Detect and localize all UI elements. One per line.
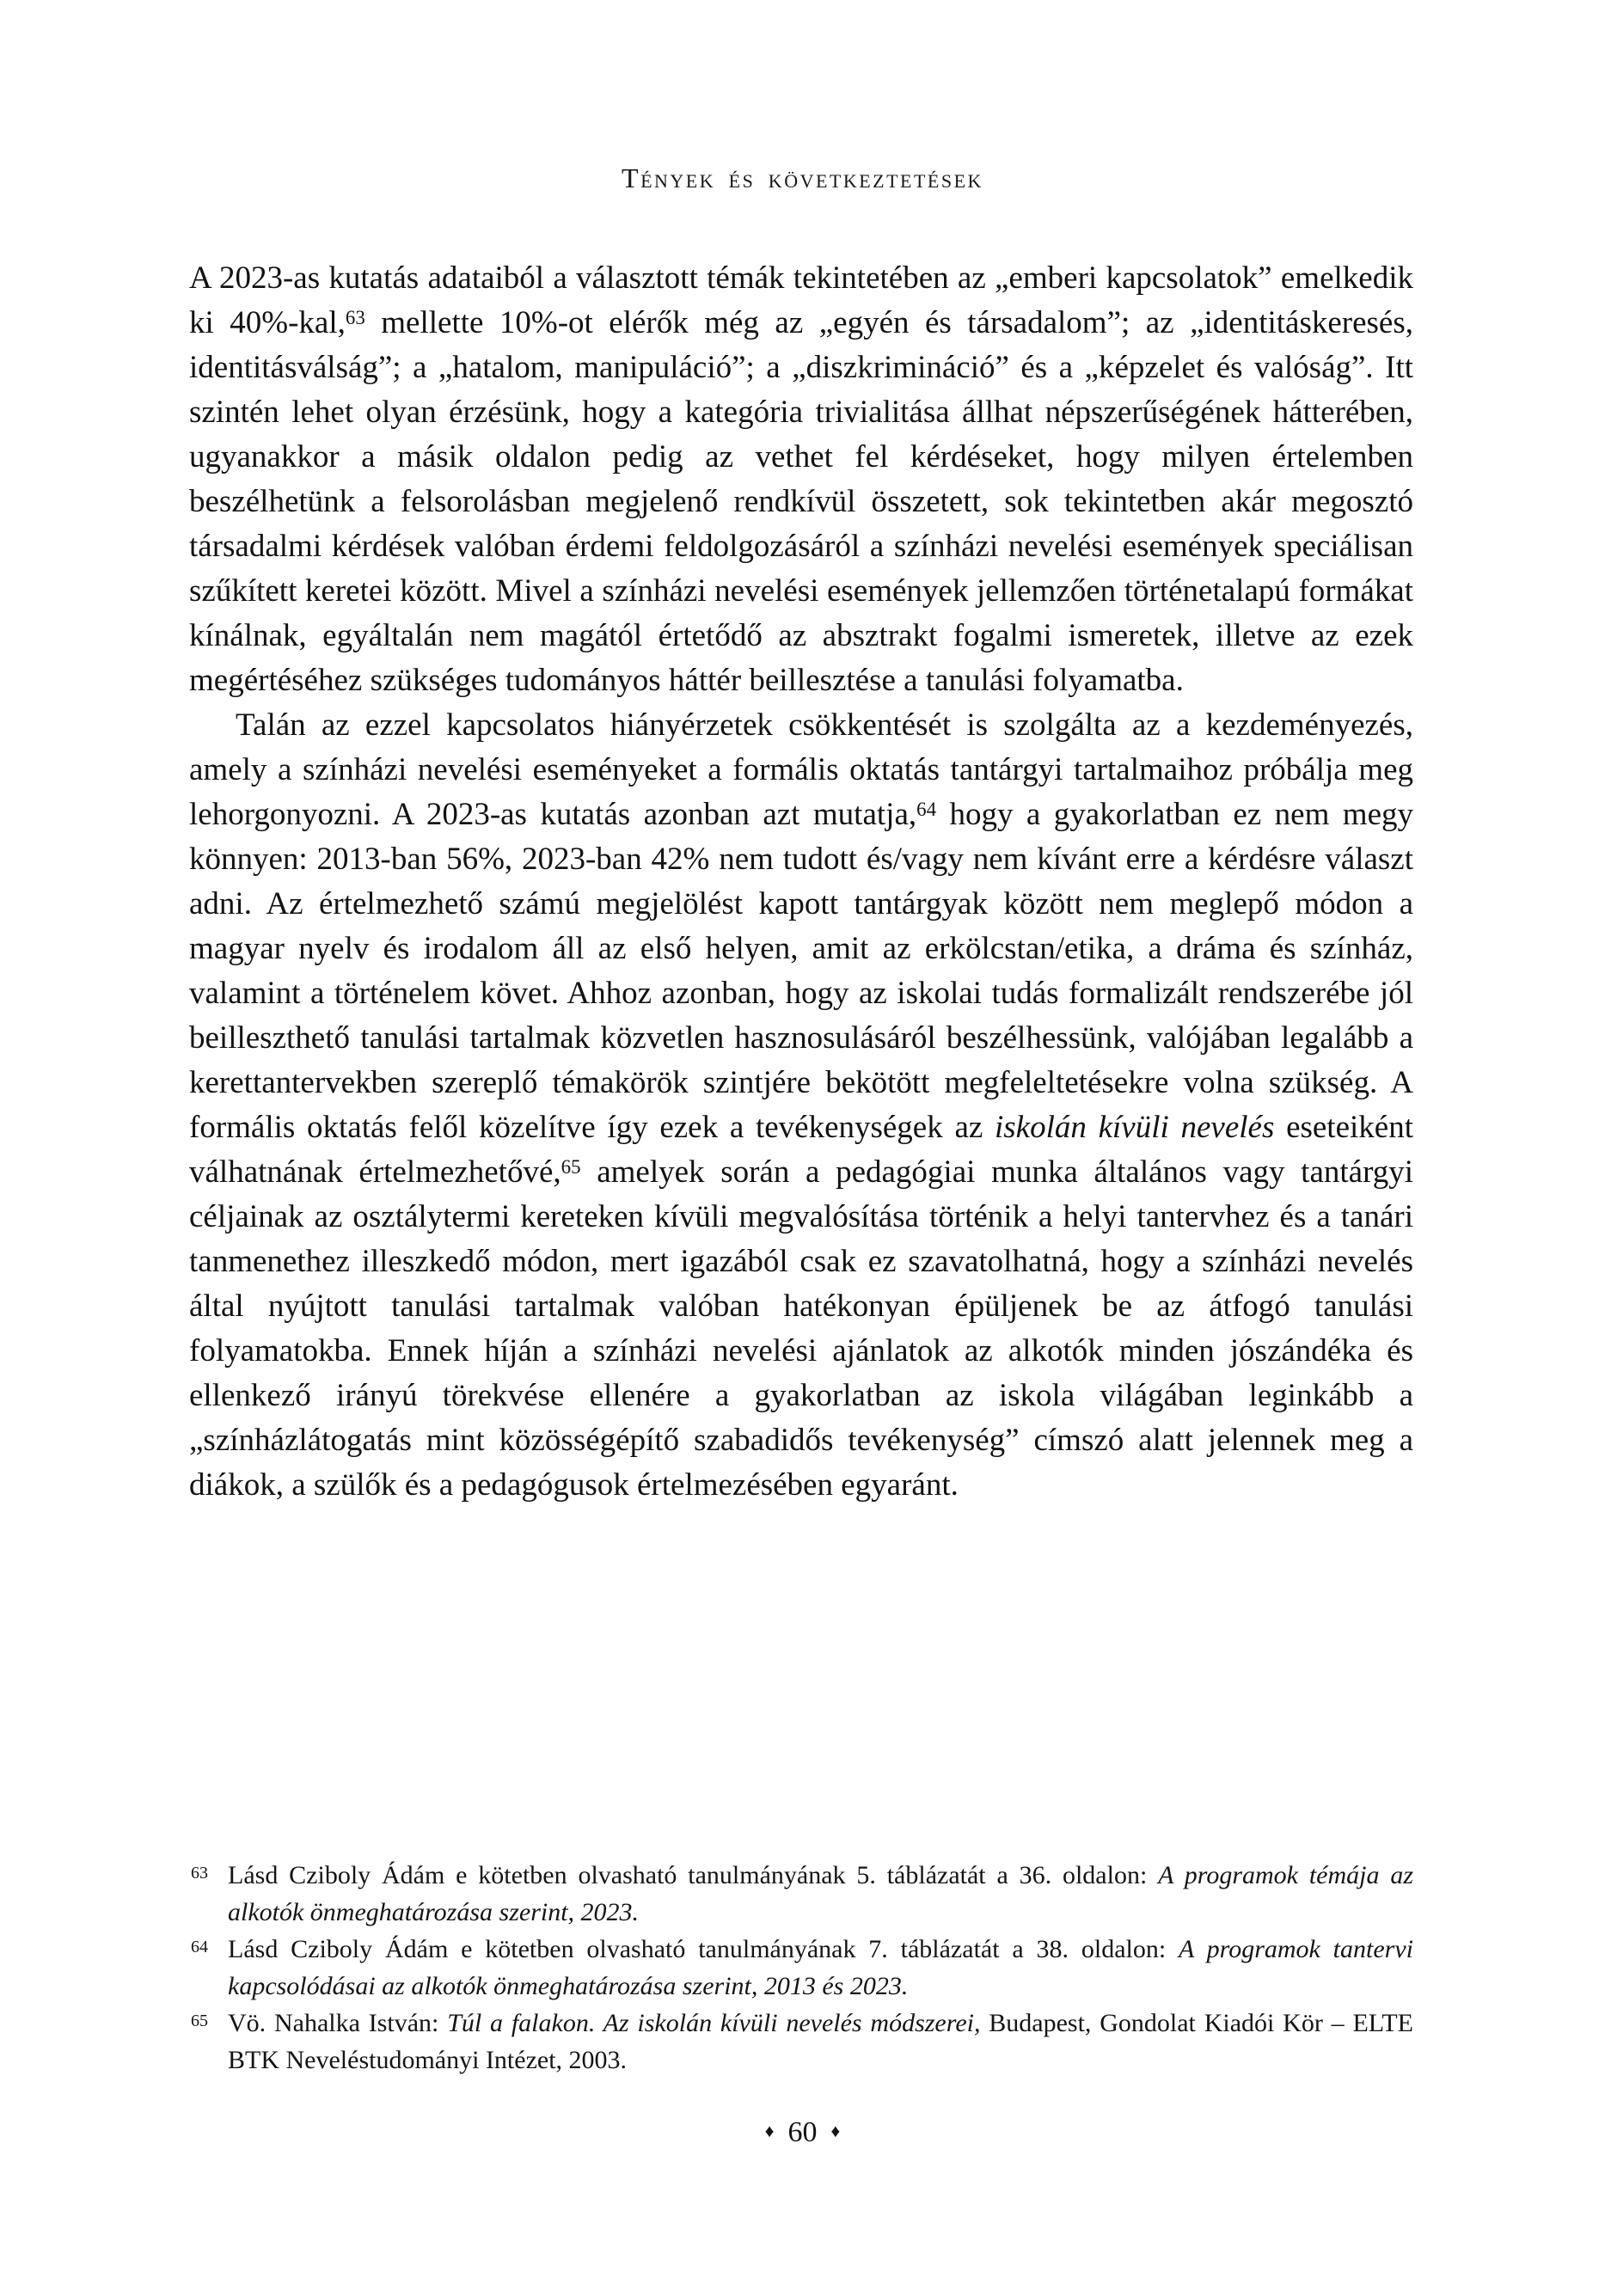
page-number-value: 60: [787, 2116, 818, 2148]
paragraph-2: [189, 703, 1413, 1508]
text-segment: eseteiként válhatnának értelmezhetővé,: [189, 1110, 1413, 1190]
body-text: [189, 256, 1413, 1508]
footnote-text: [228, 1861, 1413, 1926]
text-segment: mellette 10%-ot elérők még az „egyén és társadalom”; az „identitáskeresés, identitásválság”; a „hatalom, manipuláció”; a „diszkrimináció” és a „képzelet és valóság”. Itt szintén lehet olyan érzésünk, hogy a kategória trivialitása állhat népszerűségének hátterében, ugyanakkor a másik oldalon pedig az vethet fel kérdéseket, hogy milyen értelemben beszélhetünk a felsorolásban megjelenő rendkívül összetett, sok tekintetben akár megosztó társadalmi kérdések valóban érdemi feldolgozásáról a színházi nevelési események speciálisan szűkített keretei között. Mivel a színházi nevelési események jellemzően történetalapú formákat kínálnak, egyáltalán nem magától értetődő az absztrakt fogalmi ismeretek, illetve az ezek megértéséhez szükséges tudományos háttér beillesztése a tanulási folyamatba.: [189, 305, 1414, 698]
folio-ornament-right-icon: ♦: [830, 2121, 841, 2141]
text-segment: A 2023-as kutatás adataiból a választott témák tekintetében az „emberi kapcsolatok” emelkedik ki 40%-kal,: [189, 260, 1413, 340]
text-segment: Budapest, Gondolat Kiadói Kör – ELTE BTK Neveléstudományi Intézet, 2003.: [228, 2009, 1413, 2074]
page-number: [0, 2118, 1605, 2147]
text-segment: amelyek során a pedagógiai munka általános vagy tantárgyi céljainak az osztálytermi kereteken kívüli megvalósítása történik a helyi tantervhez és a tanári tanmenethez illeszkedő módon, mert igazából csak ez szavatolhatná, hogy a színházi nevelés által nyújtott tanulási tartalmak valóban hatékonyan épüljenek be az átfogó tanulási folyamatokba. Ennek híján a színházi nevelési ajánlatok az alkotók minden jószándéka és ellenkező irányú törekvése ellenére a gyakorlatban az iskola világában leginkább a „színházlátogatás mint közösségépítő szabadidős tevékenység” címszó alatt jelennek meg a diákok, a szülők és a pedagógusok értelmezésében egyaránt.: [189, 1154, 1413, 1503]
footnote-marker: 64: [191, 1938, 208, 1956]
footnotes: [189, 1857, 1413, 2079]
text-segment: Túl a falakon. Az iskolán kívüli nevelés módszerei,: [447, 2009, 981, 2037]
footnote-65: [189, 2005, 1413, 2079]
text-segment: Lásd Cziboly Ádám e kötetben olvasható tanulmányának 7. táblázatát a 38. oldalon:: [228, 1935, 1179, 1963]
footnote-marker: 65: [191, 2011, 208, 2030]
footnote-reference: 64: [916, 799, 937, 821]
folio-ornament-left-icon: ♦: [764, 2121, 775, 2141]
running-head: Tények és következtetések: [622, 162, 983, 193]
footnote-63: [189, 1857, 1413, 1931]
text-segment: Vö. Nahalka István:: [228, 2009, 448, 2037]
text-segment: A programok tantervi kapcsolódásai az alkotók önmeghatározása szerint, 2013 és 2023.: [228, 1935, 1413, 2000]
text-segment: A programok témája az alkotók önmeghatározása szerint, 2023.: [228, 1861, 1413, 1926]
footnote-reference: 65: [561, 1156, 581, 1179]
text-segment: hogy a gyakorlatban ez nem megy könnyen: 2013-ban 56%, 2023-ban 42% nem tudott és/vagy nem kívánt erre a kérdésre választ adni. Az értelmezhető számú megjelölést kapott tantárgyak között nem meglepő módon a magyar nyelv és irodalom áll az első helyen, amit az erkölcstan/etika, a dráma és színház, valamint a történelem követ. Ahhoz azonban, hogy az iskolai tudás formalizált rendszerébe jól beilleszthető tanulási tartalmak közvetlen hasznosulásáról beszélhessünk, valójában legalább a kerettantervekben szereplő témakörök szintjére bekötött megfeleltetésekre volna szükség. A formális oktatás felől közelítve így ezek a tevékenységek az: [189, 797, 1413, 1145]
footnote-64: [189, 1931, 1413, 2005]
text-segment: Lásd Cziboly Ádám e kötetben olvasható tanulmányának 5. táblázatát a 36. oldalon:: [228, 1861, 1159, 1889]
footnote-marker: 63: [191, 1864, 208, 1883]
footnote-reference: 63: [345, 307, 365, 329]
text-segment: iskolán kívüli nevelés: [995, 1110, 1275, 1145]
paragraph-1: [189, 256, 1413, 703]
footnote-text: [228, 1935, 1413, 2000]
text-segment: Talán az ezzel kapcsolatos hiányérzetek csökkentését is szolgálta az a kezdeményezés, amely a színházi nevelési eseményeket a formális oktatás tantárgyi tartalmaihoz próbálja meg lehorgonyozni. A 2023-as kutatás azonban azt mutatja,: [189, 707, 1413, 832]
footnote-text: [228, 2009, 1413, 2074]
